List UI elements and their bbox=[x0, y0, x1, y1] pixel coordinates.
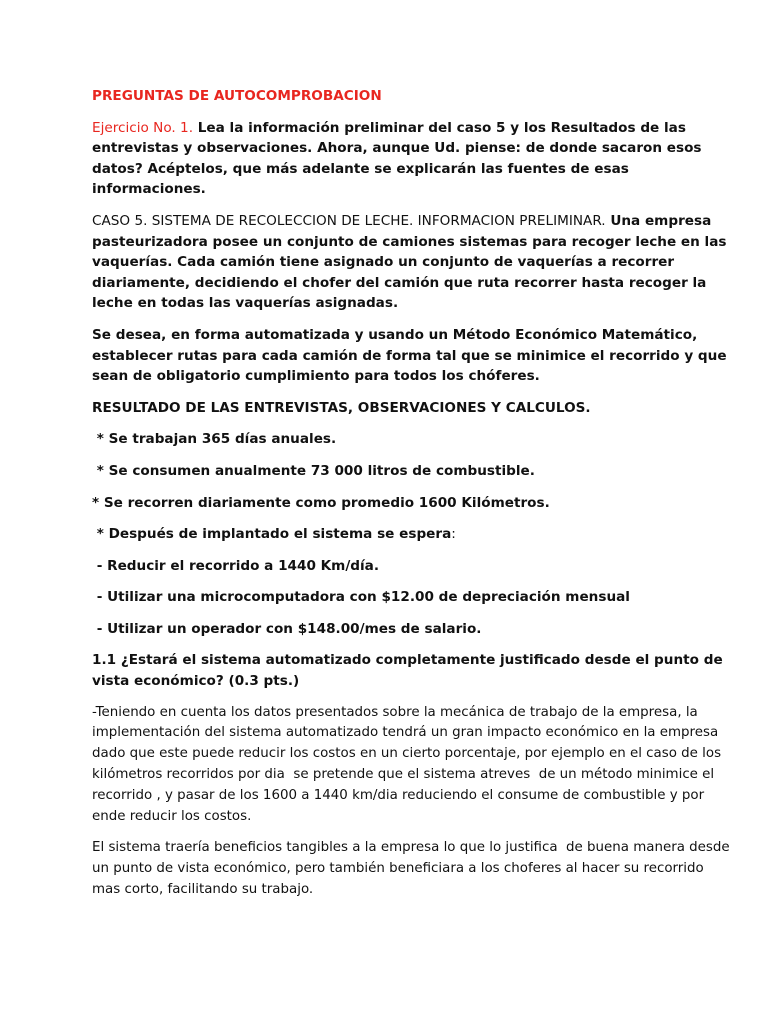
resultado-item: * Se trabajan 365 días anuales. bbox=[92, 431, 337, 448]
ejercicio-text: Lea la información preliminar del caso 5 y los Resultados de las entrevistas y observaciones. Ahora, aunque Ud. piense: de donde sacaron esos datos? Acéptelos, que más adelante se explicarán las fuentes de esas informaciones. bbox=[92, 119, 702, 198]
resultado-item: * Se consumen anualmente 73 000 litros de combustible. bbox=[92, 462, 535, 479]
page-title: PREGUNTAS DE AUTOCOMPROBACION bbox=[92, 88, 382, 104]
ejercicio-label: Ejercicio No. 1 bbox=[92, 119, 189, 136]
resultado-item-colon: : bbox=[451, 526, 456, 543]
resultado-item: - Utilizar una microcomputadora con $12.00 de depreciación mensual bbox=[92, 589, 630, 606]
respuesta-paragraph-1: -Teniendo en cuenta los datos presentados sobre la mecánica de trabajo de la empresa, la implementación del sistema automatizado tendrá un gran impacto económico en la empresa dado que este puede reducir los costos en un cierto porcentaje, por ejemplo en el caso de los kilómetros recorridos por dia se pretende que el sistema atreves de un método minimice el recorrido , y pasar de los 1600 a 1440 km/dia reduciendo el consume de combustible y por ende reducir los costos. bbox=[92, 704, 726, 824]
ejercicio-label-dot: . bbox=[188, 119, 194, 136]
caso-text: Una empresa pasteurizadora posee un conjunto de camiones sistemas para recoger leche en las vaquerías. Cada camión tiene asignado un conjunto de vaquerías a recorrer diariamente, decidiendo el chofer del camión que ruta recorrer hasta recoger la leche en todas las vaquerías asignadas. bbox=[92, 212, 727, 312]
resultado-item bbox=[92, 524, 732, 545]
caso-paragraph bbox=[92, 211, 732, 314]
objetivo-paragraph: Se desea, en forma automatizada y usando un Método Económico Matemático, establecer rutas para cada camión de forma tal que se minimice el recorrido y que sean de obligatorio cumplimiento para todos los chóferes. bbox=[92, 326, 727, 385]
document-page bbox=[92, 86, 732, 912]
resultado-item: - Utilizar un operador con $148.00/mes de salario. bbox=[92, 620, 482, 637]
respuesta-paragraph-2: El sistema traería beneficios tangibles a la empresa lo que lo justifica de buena manera desde un punto de vista económico, pero también beneficiara a los choferes al hacer su recorrido mas corto, facilitando su trabajo. bbox=[92, 840, 734, 898]
ejercicio-paragraph bbox=[92, 118, 732, 200]
resultados-heading: RESULTADO DE LAS ENTREVISTAS, OBSERVACIONES Y CALCULOS. bbox=[92, 399, 591, 416]
resultado-item: - Reducir el recorrido a 1440 Km/día. bbox=[92, 557, 380, 574]
caso-heading: CASO 5. SISTEMA DE RECOLECCION DE LECHE. INFORMACION PRELIMINAR. bbox=[92, 212, 606, 229]
resultado-item-text: * Después de implantado el sistema se espera bbox=[92, 526, 452, 543]
resultado-item: * Se recorren diariamente como promedio 1600 Kilómetros. bbox=[92, 494, 550, 511]
pregunta-paragraph: 1.1 ¿Estará el sistema automatizado completamente justificado desde el punto de vista económico? (0.3 pts.) bbox=[92, 652, 723, 690]
